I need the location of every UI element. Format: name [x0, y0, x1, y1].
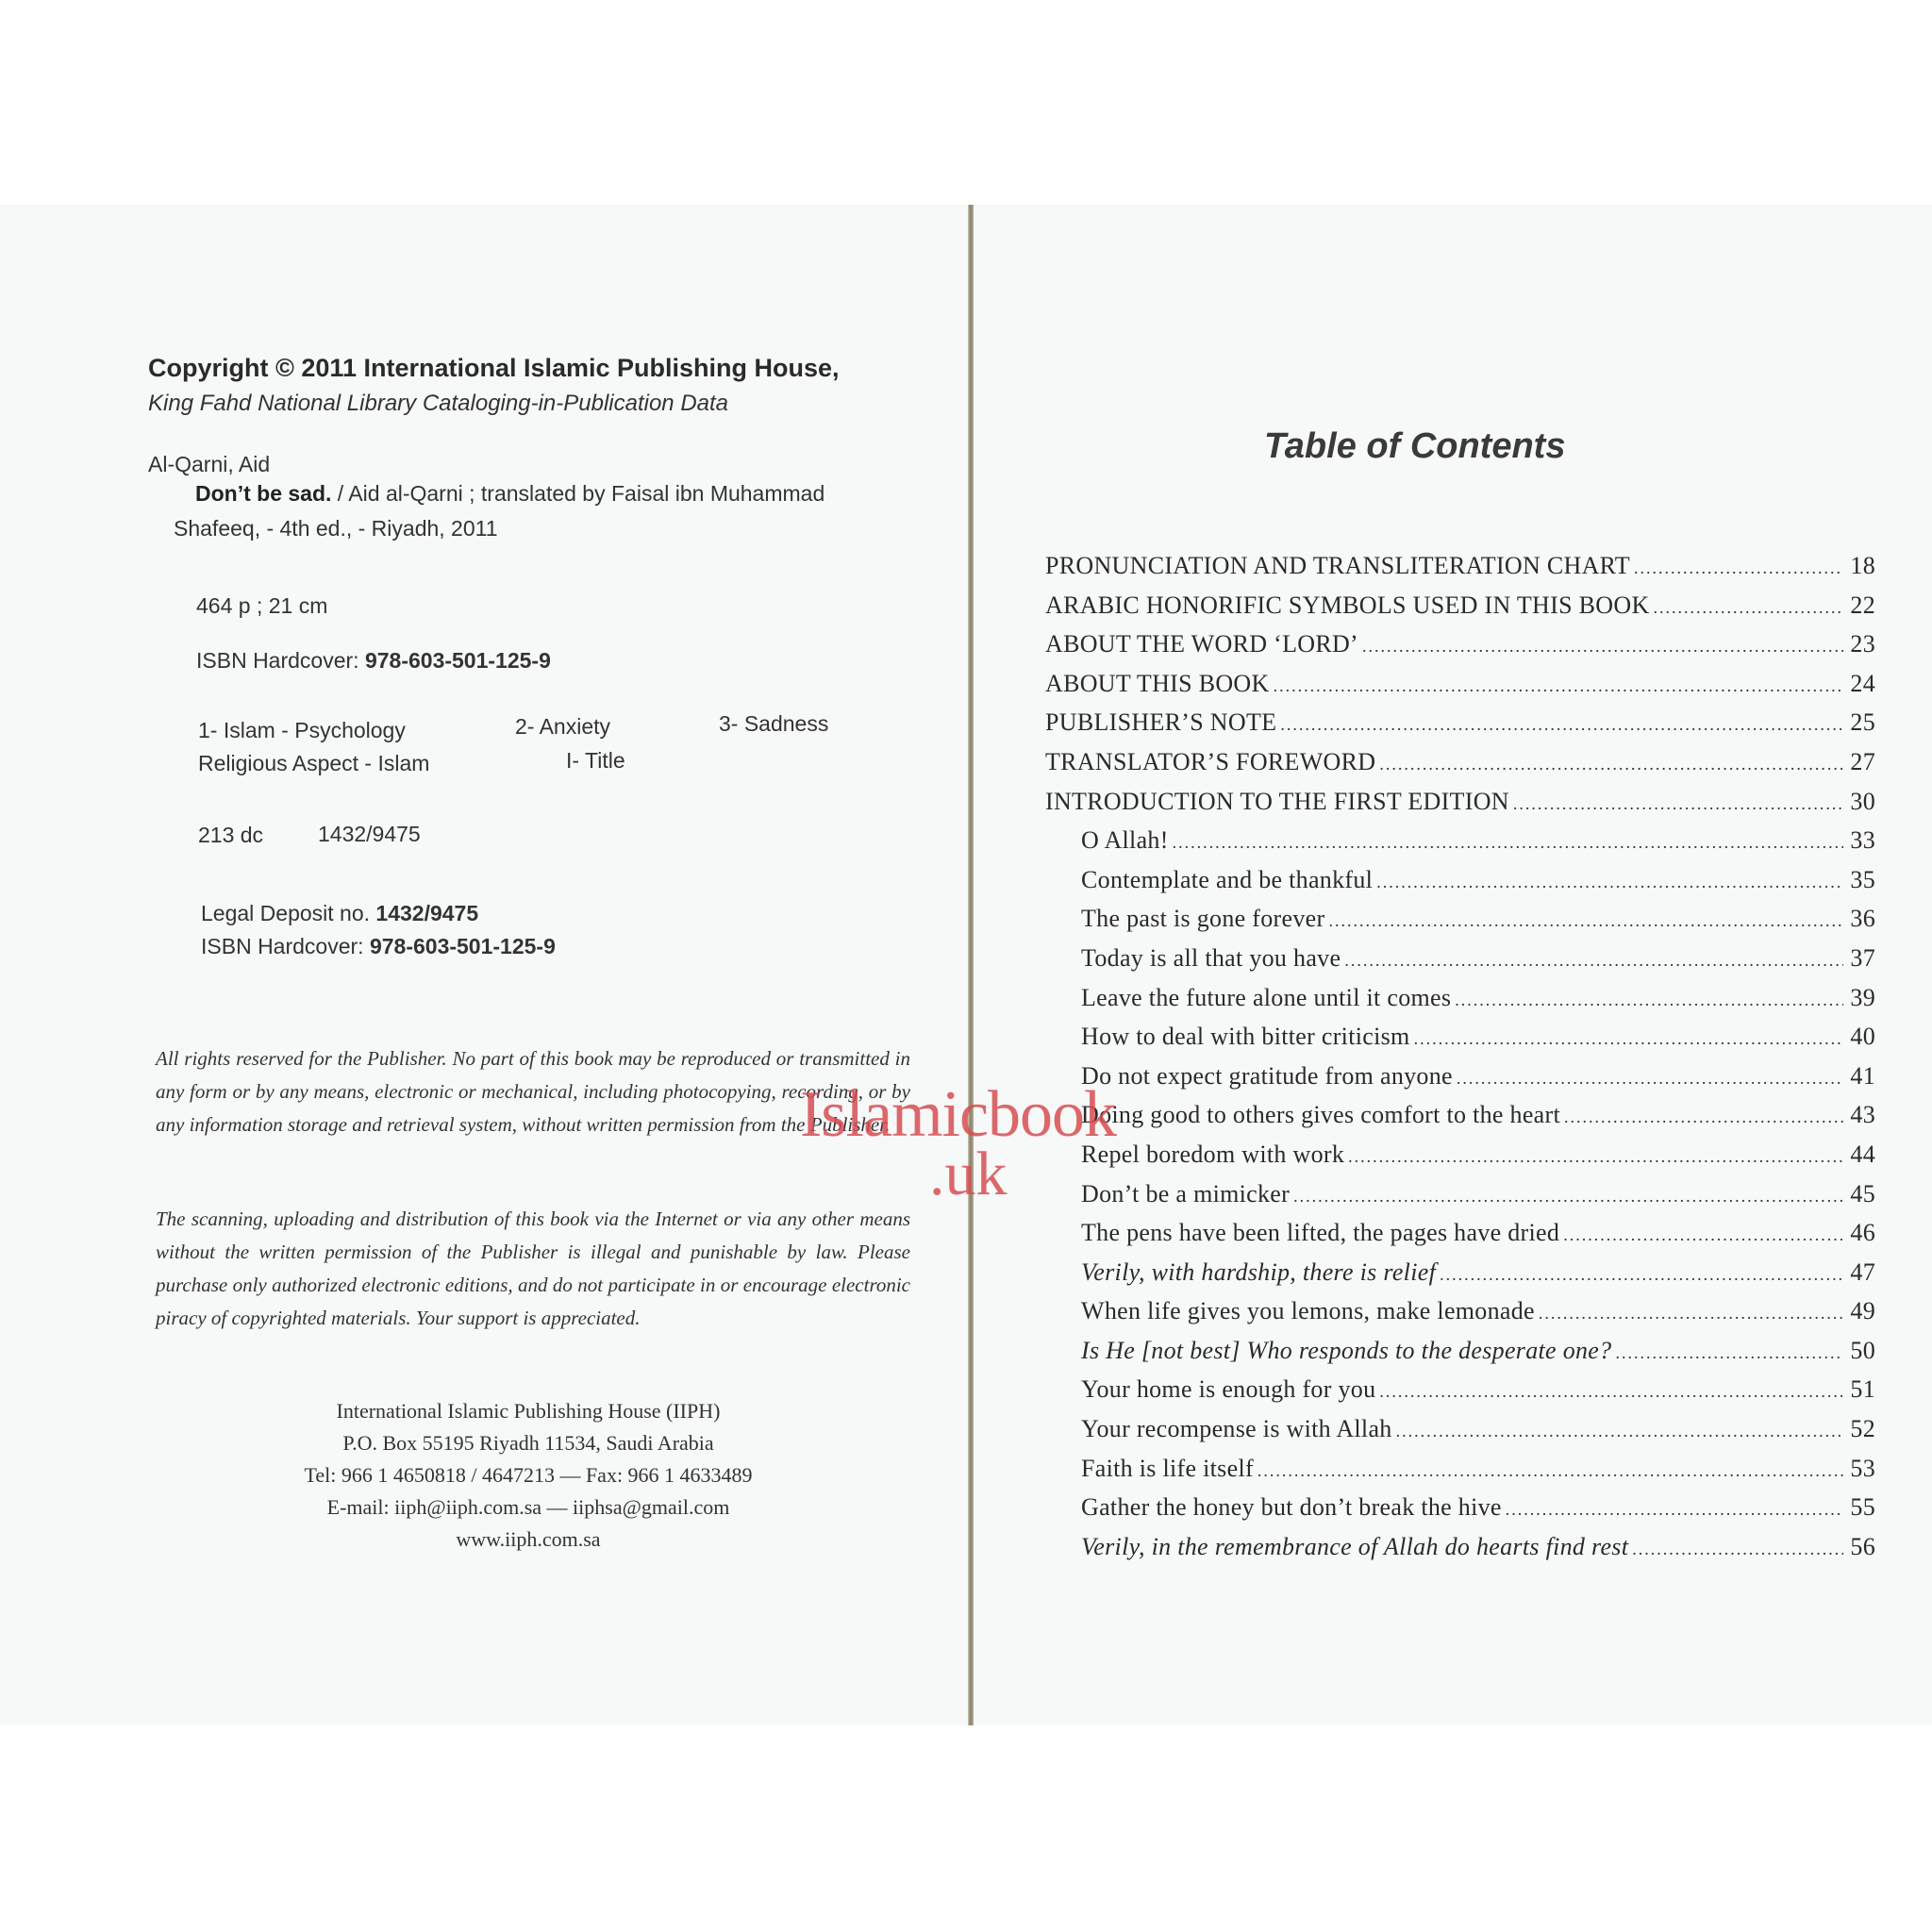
toc-entry-page: 46 [1850, 1219, 1875, 1247]
toc-entry-page: 50 [1850, 1336, 1875, 1364]
toc-entry-title: ABOUT THIS BOOK [1045, 669, 1270, 697]
toc-leader-dots [1563, 1225, 1843, 1245]
toc-entry-title: TRANSLATOR’S FOREWORD [1045, 747, 1376, 775]
toc-leader-dots [1513, 794, 1843, 814]
toc-entry [1045, 630, 1875, 670]
toc-entry [1045, 1415, 1875, 1455]
isbn-value: 978-603-501-125-9 [364, 648, 551, 673]
toc-leader-dots [1362, 637, 1843, 657]
toc-entry [1045, 1533, 1875, 1573]
toc-entry-page: 39 [1850, 983, 1875, 1011]
toc-entry-title: PUBLISHER’S NOTE [1045, 708, 1277, 737]
toc-entry-title: Today is all that you have [1081, 943, 1341, 972]
toc-entry-page: 49 [1850, 1297, 1875, 1325]
publisher-po-box: P.O. Box 55195 Riyadh 11534, Saudi Arabia [342, 1431, 714, 1455]
publisher-website: www.iiph.com.sa [456, 1527, 601, 1551]
toc-entry [1045, 1455, 1875, 1494]
publisher-address [226, 1395, 830, 1556]
rights-notice: All rights reserved for the Publisher. No part of this book may be reproduced or transmitted in any form or by any means, electronic or mechanical, including photocopying, recording, or by any information storage and retrieval system, without written permission from the Publisher. [156, 1047, 910, 1136]
toc-heading: Table of Contents [1264, 426, 1566, 466]
toc-entry [1045, 1101, 1875, 1141]
toc-leader-dots [1379, 755, 1843, 774]
isbn2-value: 978-603-501-125-9 [369, 934, 556, 958]
legal-value: 1432/9475 [375, 901, 479, 925]
toc-entry-page: 27 [1850, 747, 1875, 775]
toc-entry-page: 43 [1850, 1101, 1875, 1129]
page-count: 464 p ; 21 cm [196, 593, 328, 618]
publisher-email: E-mail: iiph@iiph.com.sa — iiphsa@gmail.com [326, 1495, 730, 1519]
toc-leader-dots [1539, 1304, 1843, 1324]
toc-entry-page: 30 [1850, 787, 1875, 815]
toc-entry-title: Verily, with hardship, there is relief [1081, 1257, 1437, 1286]
toc-entry-page: 33 [1850, 826, 1875, 855]
copyright-page [0, 205, 968, 1725]
toc-leader-dots [1274, 676, 1843, 696]
toc-entry [1045, 1493, 1875, 1533]
toc-entry-page: 52 [1850, 1415, 1875, 1443]
toc-entry-page: 53 [1850, 1454, 1875, 1482]
toc-leader-dots [1632, 1540, 1843, 1559]
watermark-text: Islamicbook [800, 1078, 1117, 1151]
toc-leader-dots [1440, 1265, 1843, 1285]
subject-1: 1- Islam - Psychology [198, 718, 406, 742]
toc-entry-title: INTRODUCTION TO THE FIRST EDITION [1045, 787, 1509, 815]
legal-label: Legal Deposit no. [201, 901, 371, 925]
toc-entry-page: 22 [1850, 591, 1875, 619]
edition-line: Shafeeq, - 4th ed., - Riyadh, 2011 [174, 516, 498, 541]
toc-entry-page: 55 [1850, 1493, 1875, 1522]
toc-entry-title: Your recompense is with Allah [1081, 1415, 1392, 1443]
toc-entry [1045, 1141, 1875, 1180]
toc-entry [1045, 1337, 1875, 1376]
contents-page [974, 205, 1932, 1725]
toc-entry-title: Faith is life itself [1081, 1454, 1254, 1482]
dewey-class: 213 dc [198, 823, 264, 847]
toc-leader-dots [1348, 1147, 1843, 1167]
toc-entry-title: How to deal with bitter criticism [1081, 1023, 1410, 1051]
toc-entry-title: ARABIC HONORIFIC SYMBOLS USED IN THIS BOOK [1045, 591, 1650, 619]
toc-leader-dots [1376, 873, 1843, 892]
toc-list [1045, 552, 1875, 1572]
toc-entry [1045, 1023, 1875, 1062]
toc-leader-dots [1455, 991, 1843, 1010]
copyright-line: Copyright © 2011 International Islamic Publishing House, [148, 354, 840, 382]
toc-entry [1045, 1375, 1875, 1415]
toc-leader-dots [1173, 833, 1843, 853]
toc-entry [1045, 1062, 1875, 1102]
toc-entry-title: Contemplate and be thankful [1081, 865, 1374, 893]
toc-entry-page: 51 [1850, 1375, 1875, 1404]
toc-entry-title: Leave the future alone until it comes [1081, 983, 1452, 1011]
toc-entry-page: 25 [1850, 708, 1875, 737]
subject-title: I- Title [566, 748, 625, 773]
toc-leader-dots [1280, 715, 1843, 735]
toc-entry-page: 35 [1850, 865, 1875, 893]
toc-entry [1045, 591, 1875, 631]
piracy-notice: The scanning, uploading and distribution of this book via the Internet or via any other means without the written permission of the Publisher is illegal and punishable by law. Please purchase only authorized electronic editions, and do not participate in or encourage electronic piracy of copyrighted materials. Your support is appreciated. [156, 1208, 910, 1329]
toc-entry-page: 24 [1850, 669, 1875, 697]
publisher-name: International Islamic Publishing House (IIPH) [336, 1399, 721, 1423]
toc-entry-page: 18 [1850, 552, 1875, 579]
toc-entry-title: O Allah! [1081, 826, 1169, 855]
toc-entry [1045, 1219, 1875, 1258]
publisher-phone: Tel: 966 1 4650818 / 4647213 — Fax: 966 1 4633489 [304, 1463, 753, 1487]
toc-entry [1045, 670, 1875, 709]
toc-leader-dots [1379, 1382, 1843, 1402]
toc-entry-title: ABOUT THE WORD ‘LORD’ [1045, 630, 1359, 658]
toc-entry-title: PRONUNCIATION AND TRANSLITERATION CHART [1045, 552, 1630, 579]
toc-leader-dots [1328, 911, 1843, 931]
toc-entry-title: Verily, in the remembrance of Allah do hearts find rest [1081, 1532, 1629, 1560]
book-title-line [195, 481, 824, 507]
toc-leader-dots [1344, 951, 1843, 971]
subject-4: Religious Aspect - Islam [198, 751, 430, 775]
toc-entry [1045, 1258, 1875, 1298]
book-title: Don’t be sad. [195, 481, 332, 506]
toc-entry-title: The pens have been lifted, the pages have dried [1081, 1219, 1560, 1247]
toc-entry-page: 36 [1850, 905, 1875, 933]
toc-entry-page: 40 [1850, 1023, 1875, 1051]
toc-leader-dots [1457, 1069, 1843, 1089]
title-credits: / Aid al-Qarni ; translated by Faisal ibn Muhammad [337, 481, 825, 506]
toc-entry-title: Don’t be a mimicker [1081, 1179, 1291, 1208]
toc-entry-page: 45 [1850, 1179, 1875, 1208]
toc-entry-title: Your home is enough for you [1081, 1375, 1376, 1404]
toc-entry-page: 37 [1850, 943, 1875, 972]
toc-entry-page: 47 [1850, 1257, 1875, 1286]
toc-leader-dots [1564, 1108, 1843, 1127]
toc-leader-dots [1506, 1500, 1843, 1520]
toc-leader-dots [1396, 1422, 1843, 1441]
catalog-heading: King Fahd National Library Cataloging-in-Publication Data [148, 391, 729, 416]
toc-entry-page: 41 [1850, 1061, 1875, 1090]
subject-2: 2- Anxiety [515, 714, 610, 739]
toc-entry [1045, 984, 1875, 1024]
toc-leader-dots [1634, 558, 1843, 578]
author-name: Al-Qarni, Aid [148, 452, 271, 476]
isbn-label: ISBN Hardcover: [196, 648, 359, 673]
toc-entry-title: The past is gone forever [1081, 905, 1325, 933]
toc-entry [1045, 1180, 1875, 1220]
toc-entry [1045, 905, 1875, 944]
isbn2-label: ISBN Hardcover: [201, 934, 364, 958]
toc-leader-dots [1293, 1187, 1843, 1207]
dewey-number: 1432/9475 [318, 822, 421, 846]
toc-entry-title: When life gives you lemons, make lemonade [1081, 1297, 1535, 1325]
toc-entry [1045, 748, 1875, 788]
toc-entry [1045, 552, 1875, 591]
toc-entry-title: Doing good to others gives comfort to the heart [1081, 1101, 1560, 1129]
toc-entry-page: 23 [1850, 630, 1875, 658]
watermark-domain: .uk [929, 1140, 1008, 1208]
toc-entry [1045, 944, 1875, 984]
toc-entry-title: Do not expect gratitude from anyone [1081, 1061, 1453, 1090]
toc-entry [1045, 788, 1875, 827]
toc-entry-page: 44 [1850, 1140, 1875, 1168]
toc-entry-page: 56 [1850, 1532, 1875, 1560]
toc-entry-title: Repel boredom with work [1081, 1140, 1345, 1168]
book-spread [0, 205, 1932, 1725]
subject-3: 3- Sadness [719, 711, 829, 736]
toc-leader-dots [1654, 598, 1843, 618]
toc-leader-dots [1615, 1343, 1843, 1363]
toc-entry-title: Is He [not best] Who responds to the desperate one? [1081, 1336, 1612, 1364]
toc-entry [1045, 826, 1875, 866]
isbn-line-2 [201, 934, 556, 959]
toc-entry [1045, 1297, 1875, 1337]
toc-entry [1045, 866, 1875, 906]
isbn-line [196, 648, 551, 674]
legal-deposit-line [201, 901, 478, 926]
toc-leader-dots [1414, 1029, 1843, 1049]
toc-entry [1045, 708, 1875, 748]
toc-entry-title: Gather the honey but don’t break the hive [1081, 1493, 1502, 1522]
toc-leader-dots [1257, 1461, 1843, 1481]
